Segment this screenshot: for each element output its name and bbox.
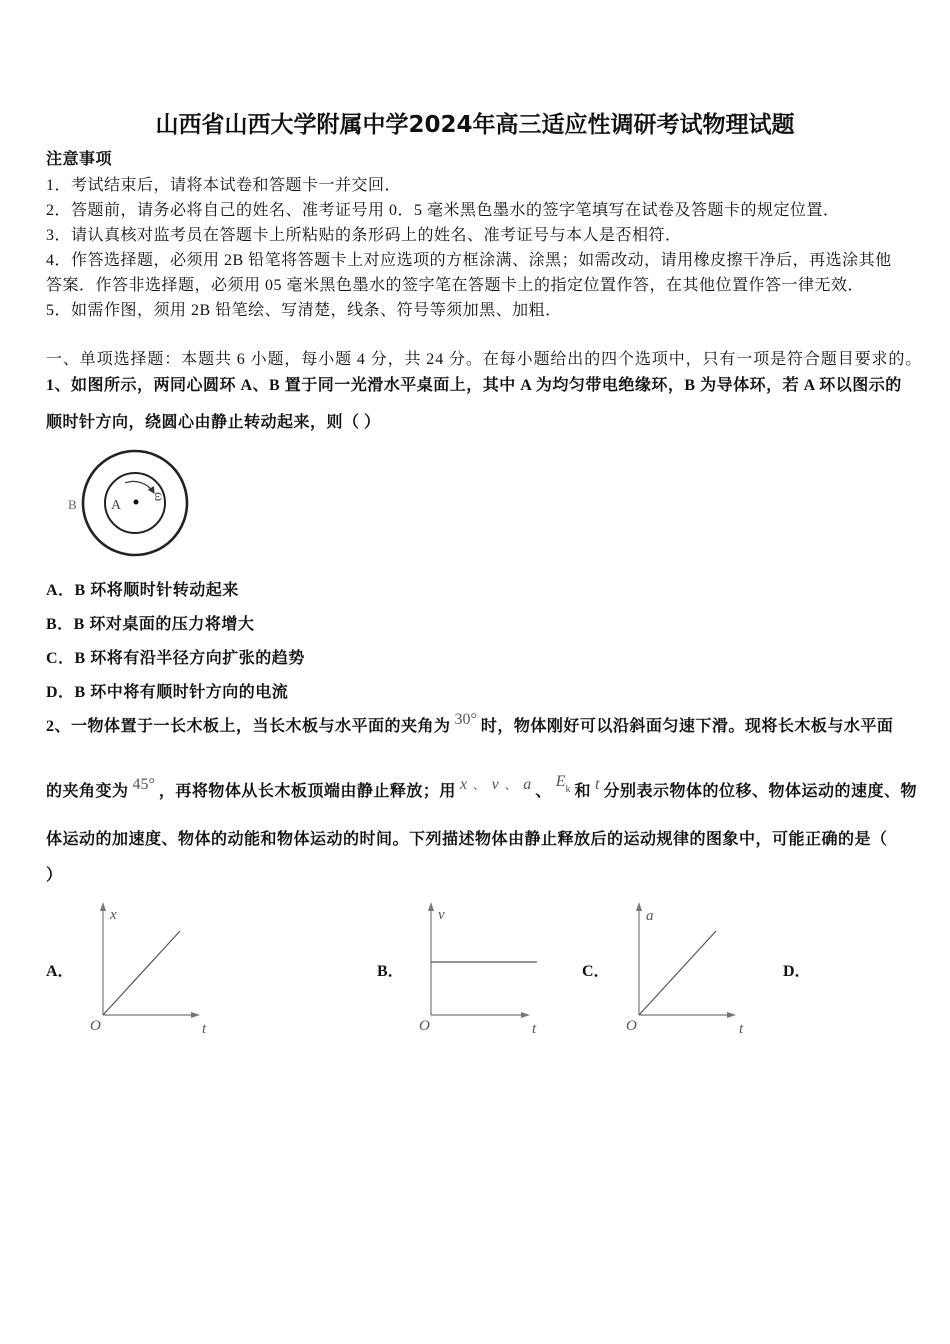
question-2-option-a-label: A． [46,963,74,980]
graph-c-x-axis-arrow-icon [727,1012,736,1018]
graph-c-y-axis-arrow-icon [636,902,642,911]
symbol-displacement-x: x [459,776,468,794]
graph-a-line [103,931,180,1015]
graph-b-y-axis-label: v [438,907,445,923]
notice-heading: 注意事项 [46,151,113,168]
symbol-separator: 、 [473,778,486,793]
ring-b-label: B [68,497,77,512]
graph-a-x-axis-arrow-icon [191,1012,200,1018]
ring-center-dot [134,500,139,505]
question-2-option-b-label: B． [377,963,404,980]
question-1-option-c: C．B 环将有沿半径方向扩张的趋势 [46,650,305,667]
notice-item-4-continued: 答案．作答非选择题，必须用 05 毫米黑色墨水的签字笔在答题卡上的指定位置作答，在其他位置作答一律无效． [46,277,865,294]
question-2-text-segment: 2、一物体置于一长木板上，当长木板与水平面的夹角为 [46,718,451,735]
symbol-ek-subscript: k [565,784,571,796]
question-1-stem-line-1: 1、如图所示，两同心圆环 A、B 置于同一光滑水平桌面上，其中 A 为均匀带电绝缘环，B 为导体环，若 A 环以图示的 [46,377,902,394]
clockwise-rotation-arrow-icon [125,481,154,493]
notice-item-5: 5．如需作图，须用 2B 铅笔绘、写清楚，线条、符号等须加黑、加粗． [46,302,562,319]
angle-45-degrees: 45° [132,776,155,794]
symbol-ek-base: E [555,773,566,790]
question-1-option-b: B．B 环对桌面的压力将增大 [46,616,255,633]
angle-30-degrees: 30° [454,711,477,728]
question-2-option-c-label: C． [582,963,610,980]
graph-c-x-axis-label: t [739,1021,744,1037]
graph-b-x-axis-arrow-icon [521,1012,530,1018]
question-2-text-segment: ，再将物体从长木板顶端由静止释放；用 [158,783,456,801]
concentric-rings-figure [55,440,200,565]
graph-a-x-axis-label: t [202,1021,207,1037]
question-2-option-d-label: D． [783,963,811,980]
question-2-stem-line-1 [46,711,894,737]
question-1-option-d: D．B 环中将有顺时针方向的电流 [46,684,289,701]
graph-c [626,902,744,1037]
symbol-separator: 、 [504,778,518,793]
question-2-stem-line-2 [46,773,917,805]
notice-item-3: 3．请认真核对监考员在答题卡上所粘贴的条形码上的姓名、准考证号与本人是否相符． [46,227,682,244]
section-heading: 一、单项选择题：本题共 6 小题，每小题 4 分，共 24 分。在每小题给出的四个选项中，只有一项是符合题目要求的。 [46,351,923,368]
question-2-graphs [0,890,950,1050]
graph-c-y-axis-label: a [646,908,654,924]
graph-a-origin-label: O [90,1018,101,1034]
graph-b-origin-label: O [419,1018,430,1034]
question-2-text-segment: 分别表示物体的位移、物体运动的速度、物 [603,783,917,801]
graph-b-y-axis-arrow-icon [428,902,434,911]
question-1-stem-line-2: 顺时针方向，绕圆心由静止转动起来，则（ ） [46,414,381,431]
symbol-velocity-v: v [491,776,499,794]
question-1-option-a: A．B 环将顺时针转动起来 [46,582,239,599]
question-2-stem-line-4: ） [46,867,63,884]
question-2-text-segment: 的夹角变为 [46,783,129,801]
graph-a-y-axis-arrow-icon [100,902,106,911]
symbol-time-t: t [595,776,600,794]
graph-c-origin-label: O [626,1018,637,1034]
omega-label: ω [151,492,166,502]
graph-b-x-axis-label: t [532,1021,537,1037]
notice-item-2: 2．答题前，请务必将自己的姓名、准考证号用 0．5 毫米黑色墨水的签字笔填写在试卷及答题卡的规定位置． [46,202,840,219]
symbol-separator: 、 [535,783,552,801]
question-2-text-segment: 和 [574,783,591,801]
symbol-acceleration-a: a [523,776,532,794]
graph-a [90,902,207,1037]
notice-item-1: 1．考试结束后，请将本试卷和答题卡一并交回． [46,177,402,194]
graph-a-y-axis-label: x [110,907,117,923]
question-2-stem-line-3: 体运动的加速度、物体的动能和物体运动的时间。下列描述物体由静止释放后的运动规律的图象中，可能正确的是（ [46,831,888,848]
symbol-kinetic-energy-ek [556,772,571,798]
question-2-text-segment: 时，物体刚好可以沿斜面匀速下滑。现将长木板与水平面 [480,718,894,735]
graph-c-line [639,931,716,1015]
ring-a-label: A [111,498,122,513]
page-title: 山西省山西大学附属中学2024年高三适应性调研考试物理试题 [155,112,795,138]
notice-item-4: 4．作答选择题，必须用 2B 铅笔将答题卡上对应选项的方框涂满、涂黑；如需改动，请用橡皮擦干净后，再选涂其他 [46,252,892,269]
graph-b [419,902,537,1037]
